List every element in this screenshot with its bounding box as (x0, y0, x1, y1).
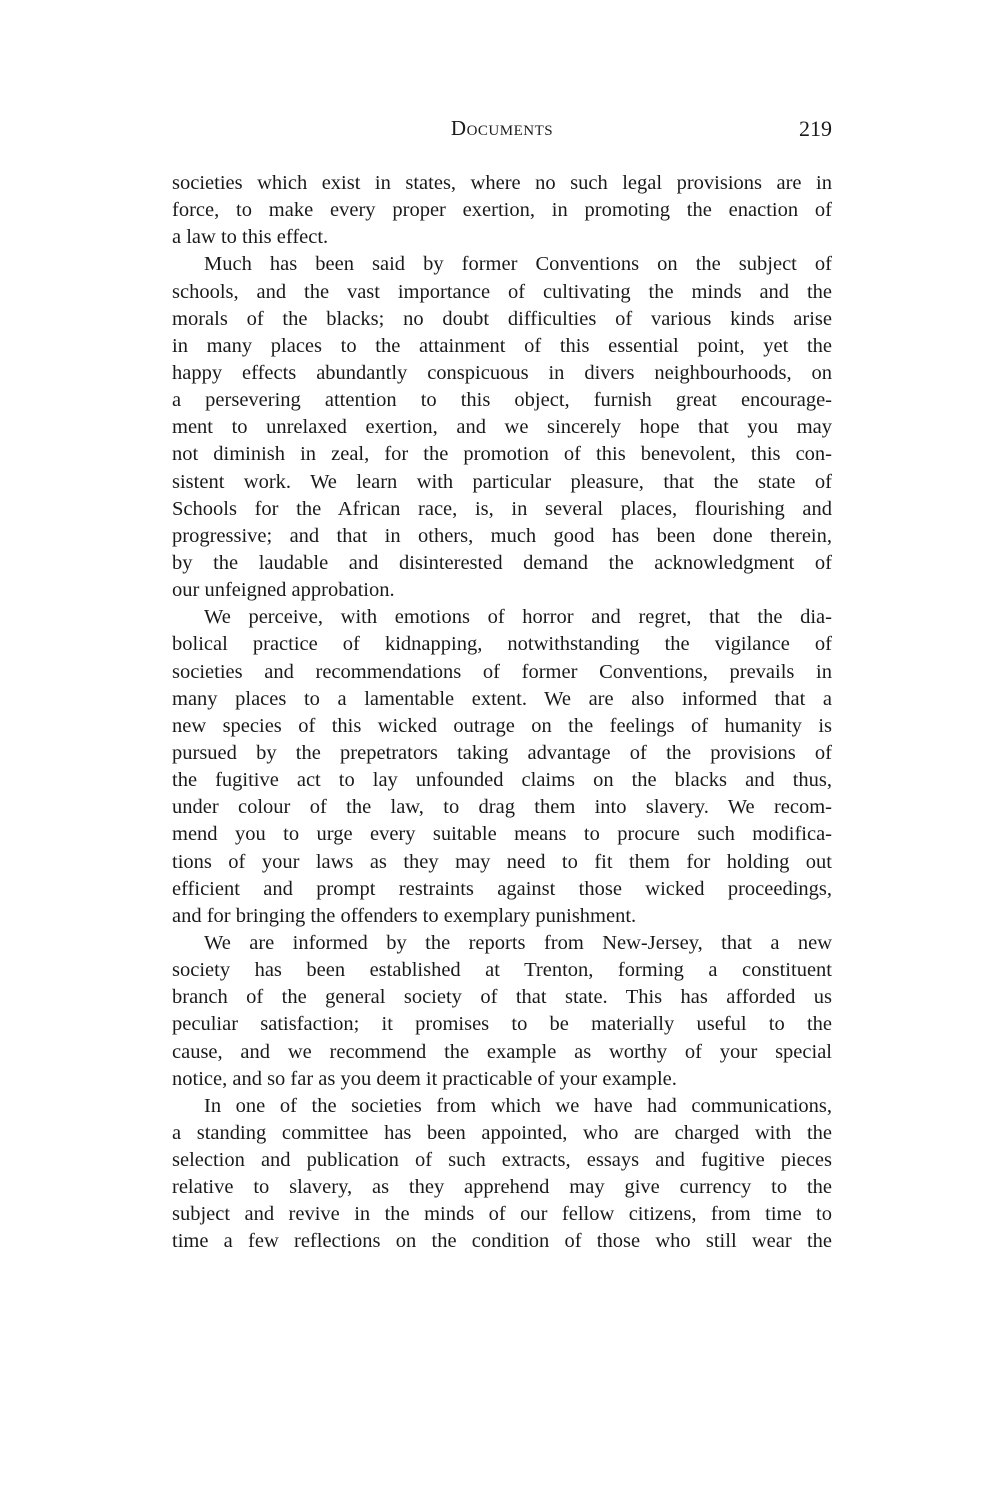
text-line: not diminish in zeal, for the promotion of this benevolent, this con- (172, 443, 832, 466)
text-line: a standing committee has been appointed, who are charged with the (172, 1121, 832, 1144)
text-line: relative to slavery, as they apprehend may give currency to the (172, 1176, 832, 1199)
text-line: selection and publication of such extracts, essays and fugitive pieces (172, 1149, 832, 1172)
text-line: bolical practice of kidnapping, notwithstanding the vigilance of (172, 633, 832, 656)
text-line: mend you to urge every suitable means to procure such modifica- (172, 823, 832, 846)
text-line: Schools for the African race, is, in several places, flourishing and (172, 497, 832, 520)
paragraph (172, 170, 832, 251)
text-line: pursued by the prepetrators taking advantage of the provisions of (172, 741, 832, 764)
text-line: sistent work. We learn with particular pleasure, that the state of (172, 470, 832, 493)
text-line: cause, and we recommend the example as worthy of your special (172, 1040, 832, 1063)
text-line: under colour of the law, to drag them into slavery. We recom- (172, 796, 832, 819)
text-line: We perceive, with emotions of horror and regret, that the dia- (204, 606, 832, 629)
text-line: We are informed by the reports from New-Jersey, that a new (204, 931, 832, 954)
text-line: in many places to the attainment of this essential point, yet the (172, 334, 832, 357)
text-line: society has been established at Trenton, forming a constituent (172, 959, 832, 982)
text-line: schools, and the vast importance of cultivating the minds and the (172, 280, 832, 303)
text-line: efficient and prompt restraints against those wicked proceedings, (172, 877, 832, 900)
running-title: Documents (450, 116, 554, 140)
text-line: tions of your laws as they may need to fit them for holding out (172, 850, 832, 873)
paragraph (172, 251, 832, 604)
text-line: progressive; and that in others, much good has been done therein, (172, 524, 832, 547)
text-line: Much has been said by former Conventions on the subject of (204, 253, 832, 276)
text-line: our unfeigned approbation. (172, 579, 395, 602)
running-head (172, 116, 832, 150)
text-line: notice, and so far as you deem it practicable of your example. (172, 1067, 677, 1090)
text-line: morals of the blacks; no doubt difficulties of various kinds arise (172, 307, 832, 330)
paragraph (172, 930, 832, 1093)
text-line: branch of the general society of that state. This has afforded us (172, 986, 832, 1009)
page-number: 219 (799, 116, 832, 141)
text-line: happy effects abundantly conspicuous in divers neighbourhoods, on (172, 361, 832, 384)
text-line: societies and recommendations of former Conventions, prevails in (172, 660, 832, 683)
text-line: a persevering attention to this object, furnish great encourage- (172, 389, 832, 412)
text-line: many places to a lamentable extent. We are also informed that a (172, 687, 832, 710)
text-line: new species of this wicked outrage on the feelings of humanity is (172, 714, 832, 737)
text-line: subject and revive in the minds of our fellow citizens, from time to (172, 1203, 832, 1226)
paragraph (172, 1093, 832, 1256)
body-text (172, 170, 832, 1256)
paragraph (172, 604, 832, 930)
text-line: time a few reflections on the condition of those who still wear the (172, 1230, 832, 1253)
text-line: ment to unrelaxed exertion, and we sincerely hope that you may (172, 416, 832, 439)
text-line: peculiar satisfaction; it promises to be materially useful to the (172, 1013, 832, 1036)
text-line: and for bringing the offenders to exemplary punishment. (172, 904, 637, 927)
text-line: the fugitive act to lay unfounded claims on the blacks and thus, (172, 769, 832, 792)
text-line: a law to this effect. (172, 226, 329, 249)
text-line: societies which exist in states, where no such legal provisions are in (172, 172, 832, 194)
text-line: In one of the societies from which we have had communications, (204, 1094, 832, 1117)
text-line: by the laudable and disinterested demand the acknowledgment of (172, 551, 832, 574)
text-line: force, to make every proper exertion, in promoting the enaction of (172, 199, 832, 222)
